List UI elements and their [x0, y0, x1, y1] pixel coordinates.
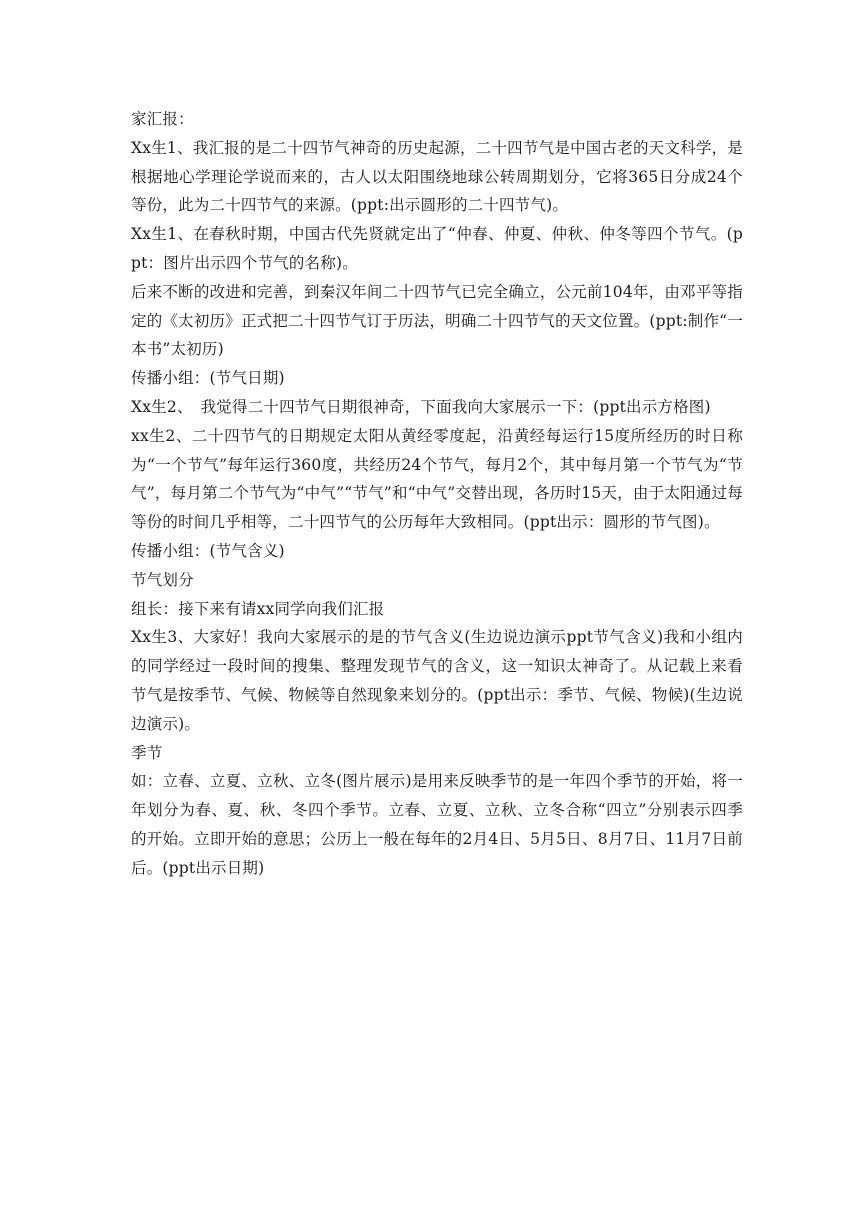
paragraph-heading-report: 家汇报： [131, 110, 194, 128]
paragraph-student2-intro: Xx生2、 我觉得二十四节气日期很神奇，下面我向大家展示一下：(ppt出示方格图) [131, 397, 711, 416]
paragraph-qin-han: 后来不断的改进和完善，到秦汉年间二十四节气已完全确立，公元前104年，由邓平等指定的《太初历》正式把二十四节气订于历法，明确二十四节气的天文位置。(ppt:制作“一本书”太初历) [131, 282, 743, 359]
paragraph-student1-spring-autumn: Xx生1、在春秋时期，中国古代先贤就定出了“仲春、仲夏、仲秋、仲冬等四个节气。(ppt：图片出示四个节气的名称)。 [131, 225, 743, 272]
paragraph-division-heading: 节气划分 [131, 570, 194, 589]
paragraph-student2-dates: xx生2、二十四节气的日期规定太阳从黄经零度起，沿黄经每运行15度所经历的时日称为“一个节气”每年运行360度，共经历24个节气，每月2个，其中每月第一个节气为“节气”，每月第二个节气为“中气”“节气”和“中气”交替出现，各历时15天，由于太阳通过每等份的时间几乎相等，二十四节气的公历每年大致相同。(ppt出示：圆形的节气图)。 [131, 426, 743, 532]
paragraph-student3-meaning: Xx生3、大家好！我向大家展示的是的节气含义(生边说边演示ppt节气含义)我和小组内的同学经过一段时间的搜集、整理发现节气的含义，这一知识太神奇了。从记载上来看节气是按季节、气候、物候等自然现象来划分的。(ppt出示：季节、气候、物候)(生边说边演示)。 [131, 628, 743, 733]
paragraph-leader: 组长：接下来有请xx同学向我们汇报 [131, 599, 385, 618]
paragraph-season-detail: 如：立春、立夏、立秋、立冬(图片展示)是用来反映季节的是一年四个季节的开始，将一年划分为春、夏、秋、冬四个季节。立春、立夏、立秋、立冬合称“四立”分别表示四季的开始。立即开始的意思；公历上一般在每年的2月4日、5月5日、8月7日、11月7日前后。(ppt出示日期) [131, 772, 743, 877]
document-body [131, 105, 743, 883]
paragraph-student1-origin: Xx生1、我汇报的是二十四节气神奇的历史起源，二十四节气是中国古老的天文科学，是根据地心学理论学说而来的，古人以太阳围绕地球公转周期划分，它将365日分成24个等份，此为二十四节气的来源。(ppt:出示圆形的二十四节气)。 [131, 138, 743, 215]
paragraph-group-meaning: 传播小组：(节气含义) [131, 541, 285, 560]
paragraph-season-heading: 季节 [131, 743, 163, 762]
paragraph-group-dates: 传播小组：(节气日期) [131, 369, 285, 388]
